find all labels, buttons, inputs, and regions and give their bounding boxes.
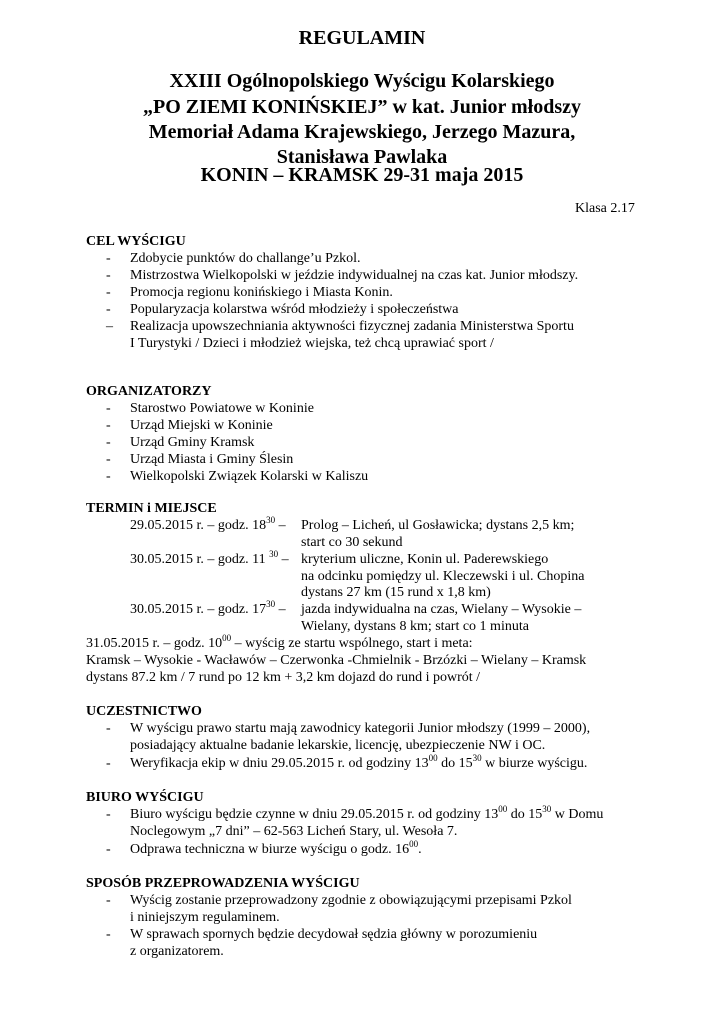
list-item-continuation: I Turystyki / Dzieci i młodzież wiejska, też chcą uprawiać sport / xyxy=(130,336,494,351)
list-bullet: – xyxy=(106,319,113,334)
event-date: 31.05.2015 r. – godz. $10^{00}$ – wyścig ze startu wspólnego, start i meta: xyxy=(86,633,473,651)
race-route: Kramsk – Wysokie - Wacławów – Czerwonka -Chmielnik - Brzózki – Wielany – Kramsk xyxy=(86,653,587,668)
section-heading-goal: CEL WYŚCIGU xyxy=(86,234,186,249)
section-heading-participation: UCZESTNICTWO xyxy=(86,704,202,719)
list-bullet: - xyxy=(106,251,111,266)
race-class: Klasa 2.17 xyxy=(575,201,635,216)
list-item-continuation: Noclegowym „7 dni” – 62-563 Licheń Stary, ul. Wesoła 7. xyxy=(130,824,458,839)
list-item: Urząd Miejski w Koninie xyxy=(130,418,273,433)
title-line-4: Memoriał Adama Krajewskiego, Jerzego Mazura, xyxy=(148,121,576,143)
list-item: Weryfikacja ekip w dniu 29.05.2015 r. od godziny $13^{00}$ do $15^{30}$ w biurze wyścigu. xyxy=(130,753,588,771)
list-bullet: - xyxy=(106,756,111,771)
list-bullet: - xyxy=(106,807,111,822)
title-line-3: „PO ZIEMI KONIŃSKIEJ” w kat. Junior młodszy xyxy=(142,96,582,118)
list-bullet: - xyxy=(106,469,111,484)
list-item: Mistrzostwa Wielkopolski w jeździe indywidualnej na czas kat. Junior młodszy. xyxy=(130,268,579,283)
event-date: 30.05.2015 r. – godz. 11 $^{30}$ – xyxy=(130,549,289,567)
list-item: Promocja regionu konińskiego i Miasta Konin. xyxy=(130,285,393,300)
list-bullet: - xyxy=(106,721,111,736)
list-item: Biuro wyścigu będzie czynne w dniu 29.05.2015 r. od godziny $13^{00}$ do $15^{30}$ w Domu xyxy=(130,804,604,822)
list-item-continuation: z organizatorem. xyxy=(130,944,224,959)
list-bullet: - xyxy=(106,893,111,908)
list-item: Starostwo Powiatowe w Koninie xyxy=(130,401,314,416)
event-description-continuation: start co 30 sekund xyxy=(301,535,403,550)
list-bullet: - xyxy=(106,268,111,283)
event-description: kryterium uliczne, Konin ul. Paderewskiego xyxy=(301,552,549,567)
list-bullet: - xyxy=(106,842,111,857)
list-bullet: - xyxy=(106,927,111,942)
event-description-continuation: dystans 27 km (15 rund x 1,8 km) xyxy=(301,585,491,600)
list-bullet: - xyxy=(106,302,111,317)
section-heading-race-conduct: SPOSÓB PRZEPROWADZENIA WYŚCIGU xyxy=(86,876,360,891)
list-bullet: - xyxy=(106,401,111,416)
title-line-6: KONIN – KRAMSK 29-31 maja 2015 xyxy=(200,164,524,186)
list-item-continuation: i niniejszym regulaminem. xyxy=(130,910,280,925)
list-bullet: - xyxy=(106,418,111,433)
list-item: Urząd Gminy Kramsk xyxy=(130,435,255,450)
race-distance: dystans 87.2 km / 7 rund po 12 km + 3,2 km dojazd do rund i powrót / xyxy=(86,670,481,685)
event-description: jazda indywidualna na czas, Wielany – Wysokie – xyxy=(301,602,582,617)
list-item: Zdobycie punktów do challange’u Pzkol. xyxy=(130,251,361,266)
title-line-2: XXIII Ogólnopolskiego Wyścigu Kolarskiego xyxy=(169,70,555,92)
list-bullet: - xyxy=(106,435,111,450)
list-item: Wyścig zostanie przeprowadzony zgodnie z obowiązującymi przepisami Pzkol xyxy=(130,893,572,908)
event-date: 30.05.2015 r. – godz. $17^{30}$ – xyxy=(130,599,286,617)
list-bullet: - xyxy=(106,452,111,467)
document-title: REGULAMIN xyxy=(298,27,426,49)
list-item: Wielkopolski Związek Kolarski w Kaliszu xyxy=(130,469,369,484)
list-item: Realizacja upowszechniania aktywności fizycznej zadania Ministerstwa Sportu xyxy=(130,319,574,334)
event-date: 29.05.2015 r. – godz. $18^{30}$ – xyxy=(130,515,286,533)
event-description: Prolog – Licheń, ul Gosławicka; dystans 2,5 km; xyxy=(301,518,575,533)
list-item: W wyścigu prawo startu mają zawodnicy kategorii Junior młodszy (1999 – 2000), xyxy=(130,721,591,736)
event-description-continuation: na odcinku pomiędzy ul. Kleczewski i ul. Chopina xyxy=(301,569,585,584)
title-line-5: Stanisława Pawlaka xyxy=(276,146,448,168)
list-item: Odprawa techniczna w biurze wyścigu o godz. $16^{00}$. xyxy=(130,839,422,857)
section-heading-race-office: BIURO WYŚCIGU xyxy=(86,790,204,805)
list-item: Urząd Miasta i Gminy Ślesin xyxy=(130,452,294,467)
list-bullet: - xyxy=(106,285,111,300)
list-item-continuation: posiadający aktualne badanie lekarskie, licencję, ubezpieczenie NW i OC. xyxy=(130,738,546,753)
event-description-continuation: Wielany, dystans 8 km; start co 1 minuta xyxy=(301,619,529,634)
list-item: Popularyzacja kolarstwa wśród młodzieży i społeczeństwa xyxy=(130,302,459,317)
section-heading-organizers: ORGANIZATORZY xyxy=(86,384,212,399)
list-item: W sprawach spornych będzie decydował sędzia główny w porozumieniu xyxy=(130,927,538,942)
section-heading-schedule: TERMIN i MIEJSCE xyxy=(86,501,217,516)
